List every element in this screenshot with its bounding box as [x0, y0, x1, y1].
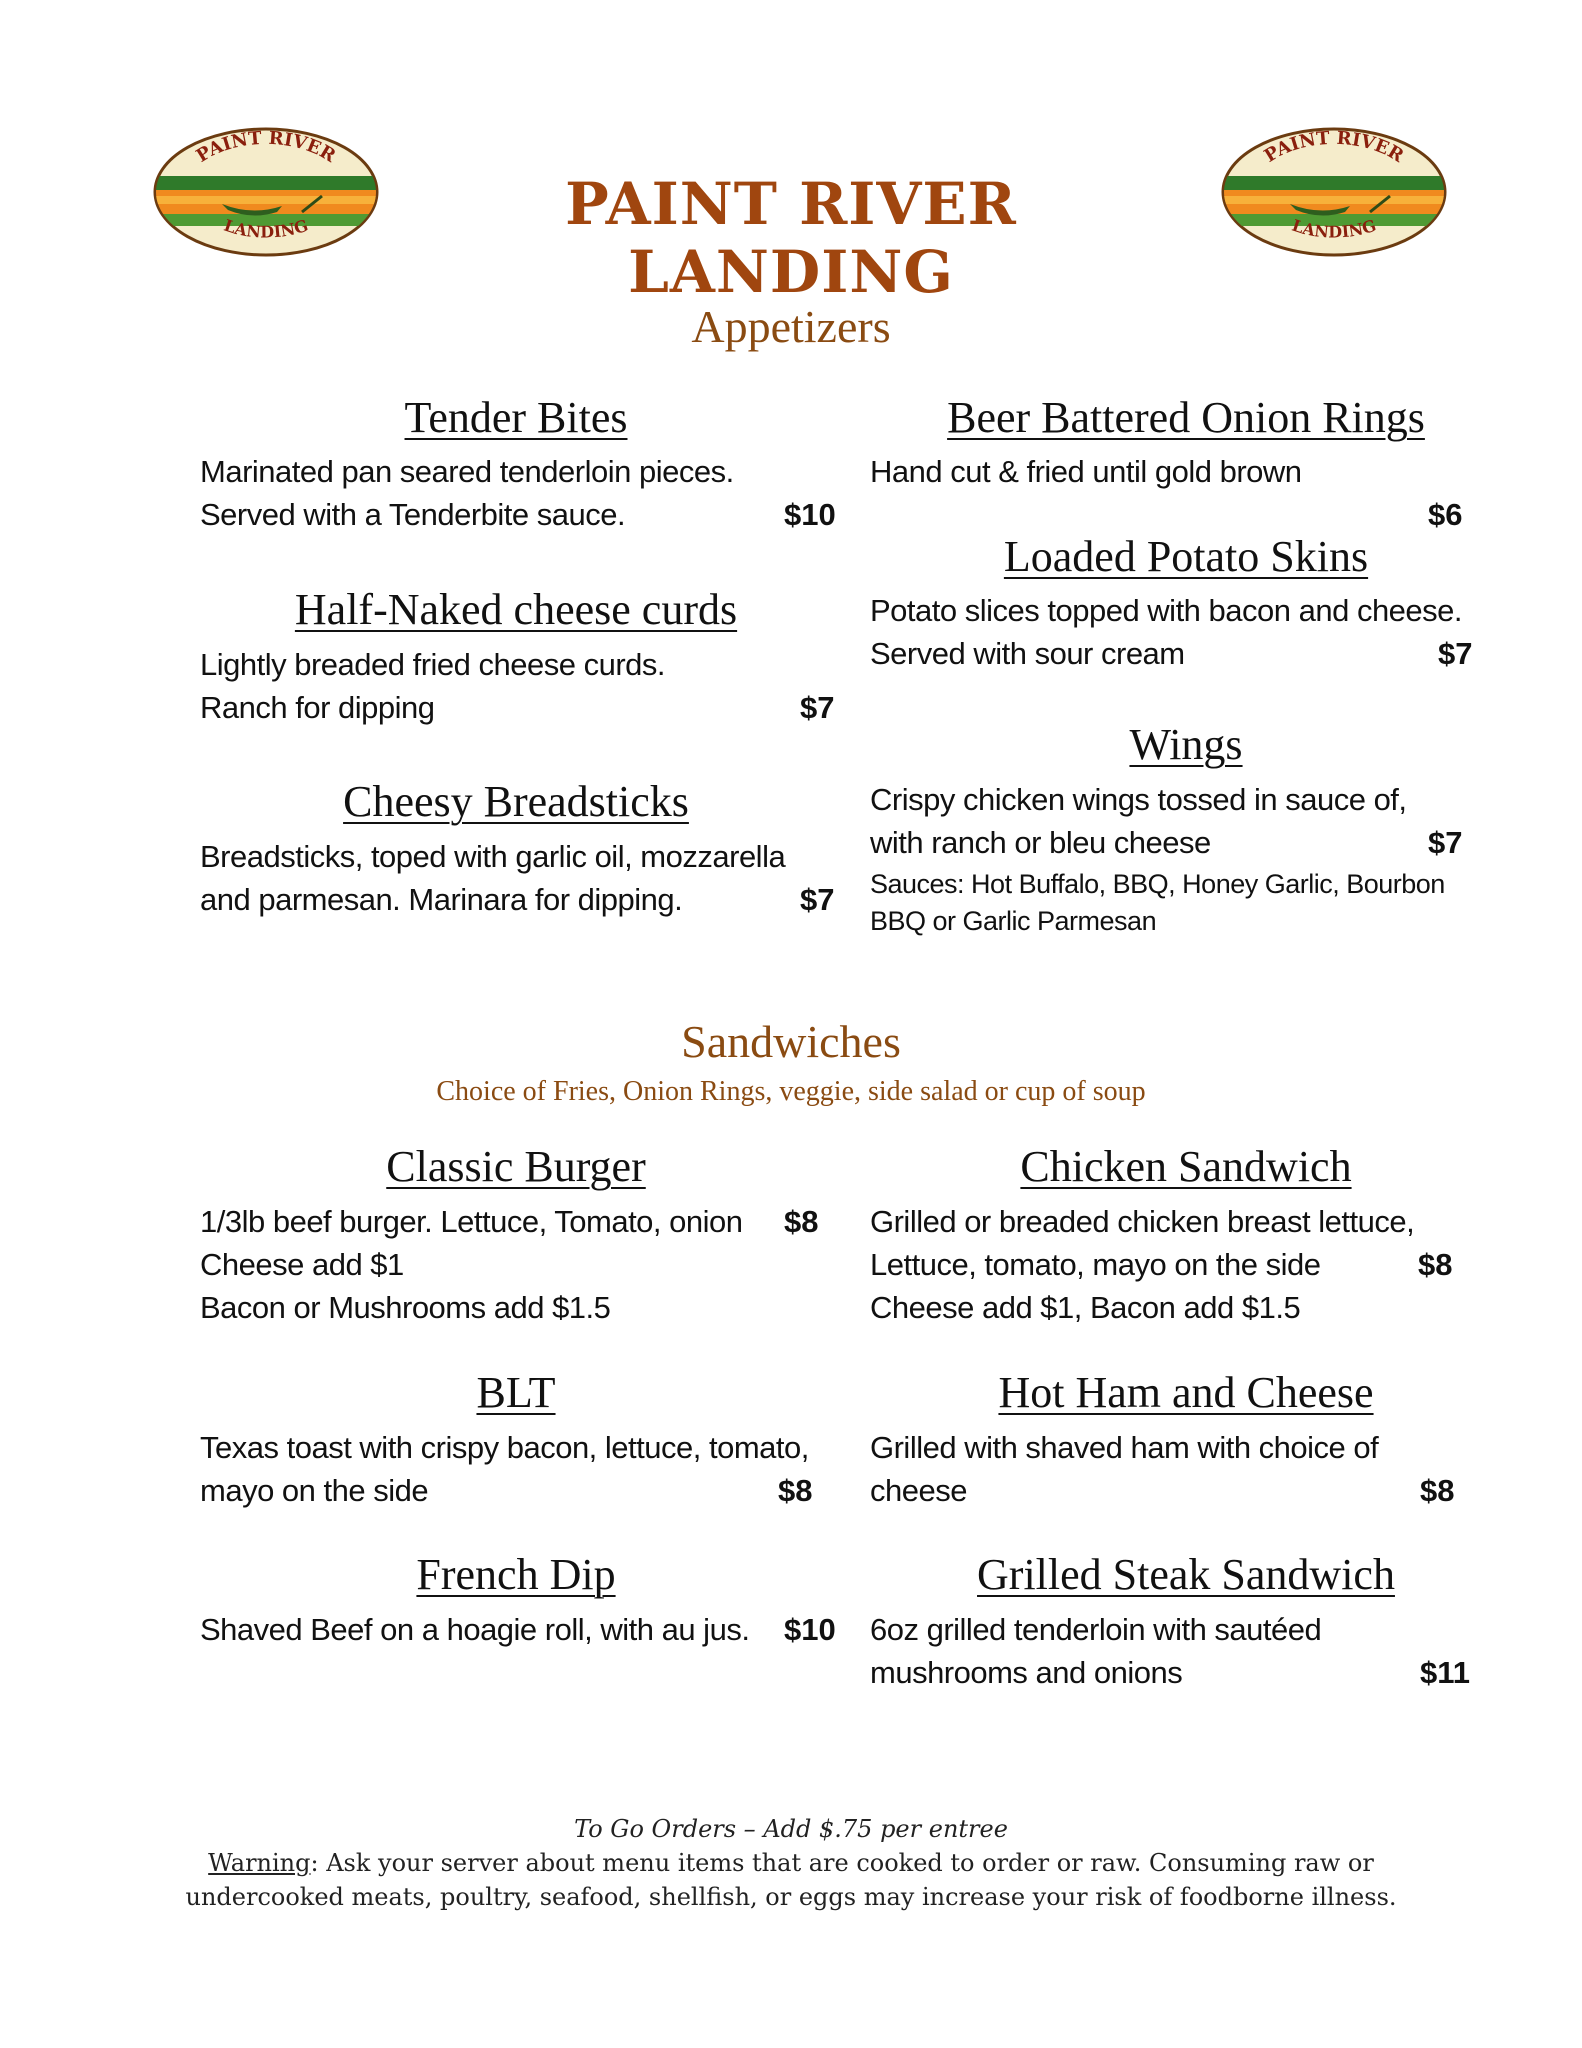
item-desc-line: Lightly breaded fried cheese curds.	[200, 647, 666, 682]
item-price: $10	[784, 497, 836, 532]
logo-left	[152, 126, 380, 258]
item-title-classic-burger: Classic Burger	[386, 1142, 646, 1191]
item-title-wings: Wings	[1129, 720, 1243, 769]
logo-text-bottom: LANDING	[1289, 215, 1379, 242]
warning-label: Warning	[208, 1849, 311, 1877]
item-desc-line: cheese	[870, 1473, 967, 1508]
item-price: $8	[778, 1473, 813, 1508]
logo-right	[1220, 126, 1448, 258]
item-desc-line: Cheese add $1, Bacon add $1.5	[870, 1290, 1301, 1325]
item-title-onion-rings: Beer Battered Onion Rings	[947, 393, 1425, 442]
item-title-tender-bites: Tender Bites	[404, 393, 628, 442]
footer	[0, 1812, 1582, 1914]
item-desc-line: Served with sour cream	[870, 636, 1185, 671]
logo-text-top: PAINT RIVER	[192, 127, 340, 167]
sauce-note-line: BBQ or Garlic Parmesan	[870, 906, 1157, 936]
item-price: $7	[1438, 636, 1473, 671]
item-title-cheesy-breadsticks: Cheesy Breadsticks	[343, 777, 689, 826]
item-price: $8	[1420, 1473, 1455, 1508]
warning-line-1	[0, 1846, 1582, 1880]
item-title-blt: BLT	[476, 1368, 556, 1417]
item-title-grilled-steak-sandwich: Grilled Steak Sandwich	[977, 1550, 1395, 1599]
item-desc-line: mushrooms and onions	[870, 1655, 1183, 1690]
item-desc-line: Hand cut & fried until gold brown	[870, 454, 1302, 489]
item-desc-line: Grilled or breaded chicken breast lettuce,	[870, 1204, 1415, 1239]
item-title-french-dip: French Dip	[416, 1550, 616, 1599]
item-price: $6	[1428, 497, 1463, 532]
item-price: $7	[800, 882, 835, 917]
item-desc-line: Crispy chicken wings tossed in sauce of,	[870, 782, 1407, 817]
item-title-chicken-sandwich: Chicken Sandwich	[1020, 1142, 1352, 1191]
item-desc-line: Lettuce, tomato, mayo on the side	[870, 1247, 1321, 1282]
logo-text-top: PAINT RIVER	[1260, 127, 1408, 167]
item-price: $11	[1420, 1655, 1471, 1690]
item-price: $8	[1418, 1247, 1453, 1282]
item-desc-line: Cheese add $1	[200, 1247, 404, 1282]
sauce-note-line: Sauces: Hot Buffalo, BBQ, Honey Garlic, Bourbon	[870, 869, 1445, 899]
item-desc-line: Bacon or Mushrooms add $1.5	[200, 1290, 611, 1325]
item-desc-line: Grilled with shaved ham with choice of	[870, 1430, 1379, 1465]
item-price: $7	[800, 690, 835, 725]
item-desc-line: Ranch for dipping	[200, 690, 435, 725]
sandwiches-heading: Sandwiches	[681, 1016, 901, 1067]
logo-text-bottom: LANDING	[221, 215, 311, 242]
restaurant-title: PAINT RIVER LANDING	[565, 170, 1017, 306]
item-desc-line: and parmesan. Marinara for dipping.	[200, 882, 683, 917]
item-desc-line: Marinated pan seared tenderloin pieces.	[200, 454, 734, 489]
sandwiches-subtitle: Choice of Fries, Onion Rings, veggie, side salad or cup of soup	[436, 1076, 1146, 1107]
item-price: $8	[784, 1204, 819, 1239]
item-price: $10	[784, 1612, 836, 1647]
item-desc-line: Shaved Beef on a hoagie roll, with au jus.	[200, 1612, 750, 1647]
item-desc-line: Texas toast with crispy bacon, lettuce, tomato,	[200, 1430, 809, 1465]
item-title-potato-skins: Loaded Potato Skins	[1003, 532, 1369, 581]
appetizers-heading: Appetizers	[691, 301, 891, 352]
to-go-note: To Go Orders – Add $.75 per entree	[574, 1815, 1008, 1843]
item-desc-line: with ranch or bleu cheese	[870, 825, 1211, 860]
item-title-cheese-curds: Half-Naked cheese curds	[294, 585, 738, 634]
warning-line-2: undercooked meats, poultry, seafood, shellfish, or eggs may increase your risk of foodborne illness.	[185, 1883, 1397, 1911]
warning-text: : Ask your server about menu items that are cooked to order or raw. Consuming raw or	[310, 1849, 1374, 1877]
item-title-hot-ham-cheese: Hot Ham and Cheese	[998, 1368, 1374, 1417]
item-price: $7	[1428, 825, 1463, 860]
item-desc-line: mayo on the side	[200, 1473, 429, 1508]
item-desc-line: 6oz grilled tenderloin with sautéed	[870, 1612, 1322, 1647]
item-desc-line: Served with a Tenderbite sauce.	[200, 497, 626, 532]
item-desc-line: Breadsticks, toped with garlic oil, mozzarella	[200, 839, 786, 874]
item-desc-line: Potato slices topped with bacon and cheese.	[870, 593, 1463, 628]
item-desc-line: 1/3lb beef burger. Lettuce, Tomato, onion	[200, 1204, 743, 1239]
